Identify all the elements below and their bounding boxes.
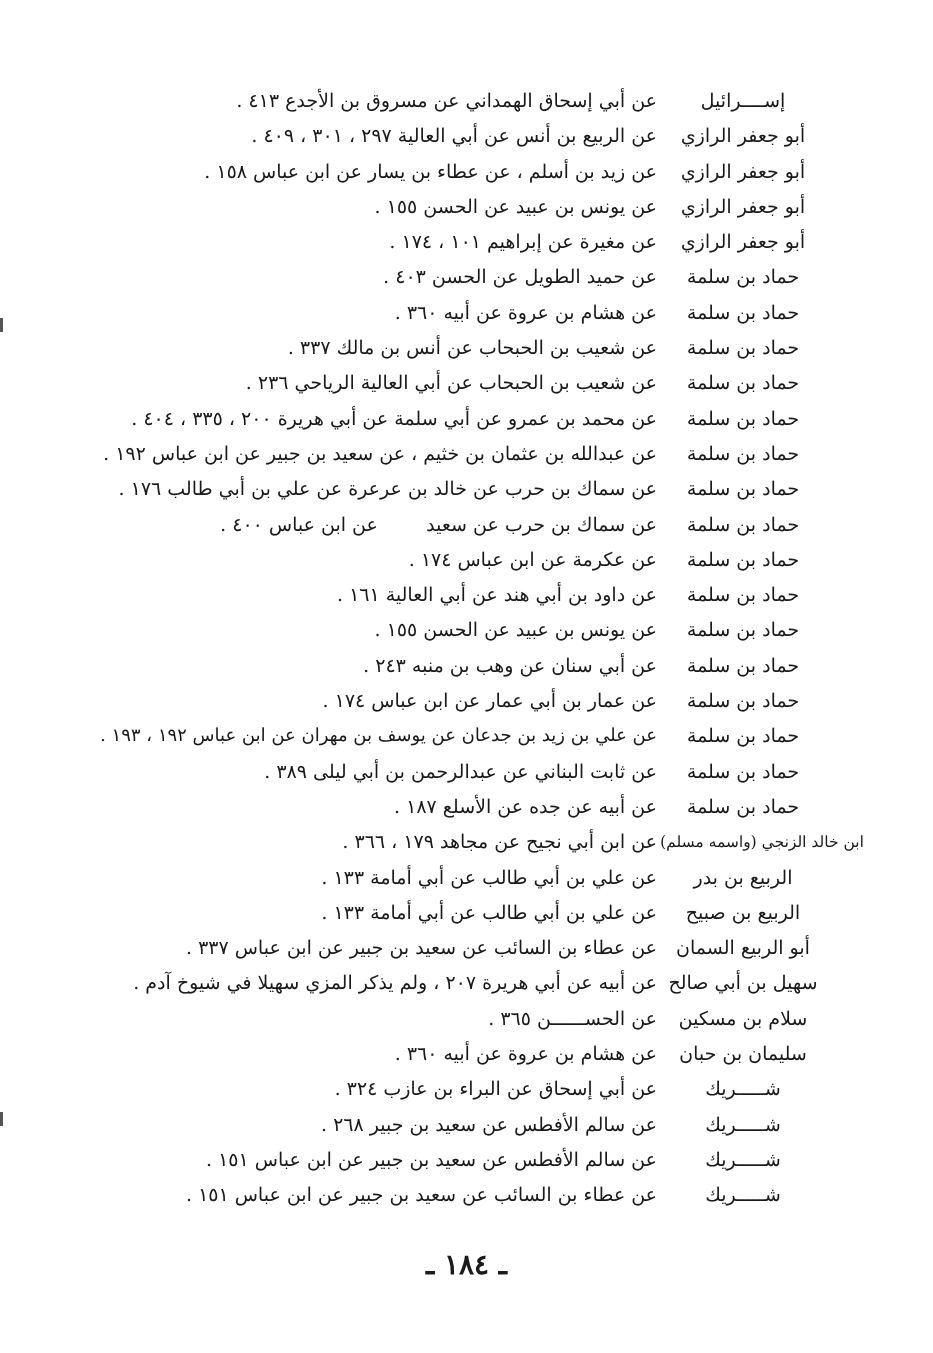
chain-of-transmission: عن يونس بن عبيد عن الحسن ١٥٥ .: [374, 195, 657, 218]
narrator-name: الربيع بن بدر: [693, 866, 793, 889]
narrator-name: حماد بن سلمة: [686, 337, 800, 360]
chain-of-transmission: عن سالم الأفطس عن سعيد بن جبير ٢٦٨ .: [321, 1113, 657, 1136]
list-item: [0, 84, 933, 119]
narrator-name: أبو جعفر الرازي: [680, 125, 806, 148]
chain-of-transmission: عن هشام بن عروة عن أبيه ٣٦٠ .: [394, 301, 657, 324]
chain-of-transmission: عن عطاء بن السائب عن سعيد بن جبير عن ابن عباس ١٥١ .: [185, 1184, 657, 1207]
list-item: [0, 472, 933, 507]
chain-of-transmission: عن عبدالله بن عثمان بن خثيم ، عن سعيد بن جبير عن ابن عباس ١٩٢ .: [103, 442, 657, 465]
narrator-name: حماد بن سلمة: [686, 760, 800, 783]
chain-of-transmission: عن سماك بن حرب عن سعيد عن ابن عباس ٤٠٠ .: [220, 513, 657, 536]
chain-of-transmission: عن ابن أبي نجيح عن مجاهد ١٧٩ ، ٣٦٦ .: [342, 831, 657, 854]
chain-of-transmission: عن أبي إسحاق عن البراء بن عازب ٣٢٤ .: [334, 1078, 657, 1101]
chain-of-transmission: عن عمار بن أبي عمار عن ابن عباس ١٧٤ .: [322, 690, 657, 713]
list-item: [0, 790, 933, 825]
list-item: [0, 861, 933, 896]
list-item: [0, 755, 933, 790]
narrator-name: الربيع بن صبيح: [685, 901, 801, 924]
narrator-name: شـــــريك: [705, 1184, 781, 1207]
narrator-name: سهيل بن أبي صالح: [668, 972, 818, 995]
narrator-name: سلام بن مسكين: [678, 1007, 808, 1030]
narrator-name: حماد بن سلمة: [686, 372, 800, 395]
chain-of-transmission: عن حميد الطويل عن الحسن ٤٠٣ .: [383, 266, 657, 289]
chain-of-transmission: عن علي بن أبي طالب عن أبي أمامة ١٣٣ .: [321, 901, 657, 924]
list-item: [0, 119, 933, 154]
chain-of-transmission: عن ثابت البناني عن عبدالرحمن بن أبي ليلى ٣٨٩ .: [264, 760, 657, 783]
narrator-name: حماد بن سلمة: [686, 513, 800, 536]
chain-of-transmission: عن سماك بن حرب عن خالد بن عرعرة عن علي بن أبي طالب ١٧٦ .: [118, 478, 657, 501]
narrator-name: ابن خالد الزنجي (واسمه مسلم): [660, 833, 864, 852]
list-item: [0, 719, 933, 754]
list-item: [0, 437, 933, 472]
narrator-name: حماد بن سلمة: [686, 548, 800, 571]
list-item: [0, 931, 933, 966]
narrator-name: حماد بن سلمة: [686, 301, 800, 324]
list-item: [0, 1072, 933, 1107]
narrator-name: حماد بن سلمة: [686, 690, 800, 713]
chain-of-transmission: عن عكرمة عن ابن عباس ١٧٤ .: [408, 548, 657, 571]
chain-of-transmission: عن علي بن زيد بن جدعان عن يوسف بن مهران عن ابن عباس ١٩٢ ، ١٩٣ .: [100, 725, 657, 747]
list-item: [0, 1002, 933, 1037]
narrator-name: حماد بن سلمة: [686, 478, 800, 501]
list-item: [0, 225, 933, 260]
list-item: [0, 1037, 933, 1072]
list-item: [0, 402, 933, 437]
narrator-name: أبو الربيع السمان: [676, 937, 810, 960]
list-item: [0, 543, 933, 578]
list-item: [0, 613, 933, 648]
list-item: [0, 649, 933, 684]
list-item: [0, 155, 933, 190]
narrator-name: حماد بن سلمة: [686, 619, 800, 642]
chain-of-transmission: عن مغيرة عن إبراهيم ١٠١ ، ١٧٤ .: [389, 231, 657, 254]
chain-of-transmission: عن محمد بن عمرو عن أبي سلمة عن أبي هريرة ٢٠٠ ، ٣٣٥ ، ٤٠٤ .: [131, 407, 657, 430]
chain-of-transmission: عن علي بن أبي طالب عن أبي أمامة ١٣٣ .: [321, 866, 657, 889]
list-item: [0, 190, 933, 225]
narrator-name: أبو جعفر الرازي: [680, 195, 806, 218]
list-item: [0, 296, 933, 331]
narrator-name: شـــــريك: [705, 1113, 781, 1136]
chain-of-transmission: عن داود بن أبي هند عن أبي العالية ١٦١ .: [336, 584, 657, 607]
list-item: [0, 331, 933, 366]
page-number: ـ ١٨٤ ـ: [425, 1248, 508, 1281]
chain-of-transmission: عن عطاء بن السائب عن سعيد بن جبير عن ابن عباس ٣٣٧ .: [185, 937, 657, 960]
chain-of-transmission: عن أبيه عن أبي هريرة ٢٠٧ ، ولم يذكر المزي سهيلا في شيوخ آدم .: [133, 972, 657, 995]
list-item: [0, 508, 933, 543]
chain-of-transmission: عن يونس بن عبيد عن الحسن ١٥٥ .: [374, 619, 657, 642]
chain-of-transmission: عن شعيب بن الحبحاب عن أنس بن مالك ٣٣٧ .: [287, 337, 657, 360]
chain-of-transmission: عن أبيه عن جده عن الأسلع ١٨٧ .: [394, 795, 657, 818]
chain-of-transmission: عن زيد بن أسلم ، عن عطاء بن يسار عن ابن عباس ١٥٨ .: [204, 160, 657, 183]
narrator-name: حماد بن سلمة: [686, 266, 800, 289]
list-item: [0, 966, 933, 1001]
list-item: [0, 825, 933, 860]
narrator-name: أبو جعفر الرازي: [680, 160, 806, 183]
list-item: [0, 1143, 933, 1178]
chain-of-transmission: عن هشام بن عروة عن أبيه ٣٦٠ .: [394, 1043, 657, 1066]
chain-of-transmission: عن أبي إسحاق الهمداني عن مسروق بن الأجدع ٤١٣ .: [236, 90, 657, 112]
narrator-name: حماد بن سلمة: [686, 725, 800, 748]
narrator-name: سليمان بن حبان: [679, 1043, 807, 1066]
narrator-name: إســــرائيل: [700, 90, 786, 112]
list-item: [0, 578, 933, 613]
narrator-name: حماد بن سلمة: [686, 442, 800, 465]
chain-of-transmission: عن الحســــــن ٣٦٥ .: [488, 1007, 657, 1030]
narrator-name: شـــــريك: [705, 1148, 781, 1171]
list-item: [0, 366, 933, 401]
list-item: [0, 1108, 933, 1143]
chain-of-transmission: عن شعيب بن الحبحاب عن أبي العالية الرياحي ٢٣٦ .: [245, 372, 657, 395]
narrator-name: حماد بن سلمة: [686, 654, 800, 677]
narrator-index-list: [0, 84, 933, 1214]
chain-of-transmission: عن الربيع بن أنس عن أبي العالية ٢٩٧ ، ٣٠١ ، ٤٠٩ .: [251, 125, 657, 148]
list-item: [0, 684, 933, 719]
chain-of-transmission: عن أبي سنان عن وهب بن منبه ٢٤٣ .: [363, 654, 657, 677]
narrator-name: حماد بن سلمة: [686, 584, 800, 607]
narrator-name: حماد بن سلمة: [686, 795, 800, 818]
narrator-name: شـــــريك: [705, 1078, 781, 1101]
list-item: [0, 260, 933, 295]
list-item: [0, 1178, 933, 1213]
narrator-name: أبو جعفر الرازي: [680, 231, 806, 254]
list-item: [0, 896, 933, 931]
narrator-name: حماد بن سلمة: [686, 407, 800, 430]
chain-of-transmission: عن سالم الأفطس عن سعيد بن جبير عن ابن عباس ١٥١ .: [206, 1148, 657, 1171]
